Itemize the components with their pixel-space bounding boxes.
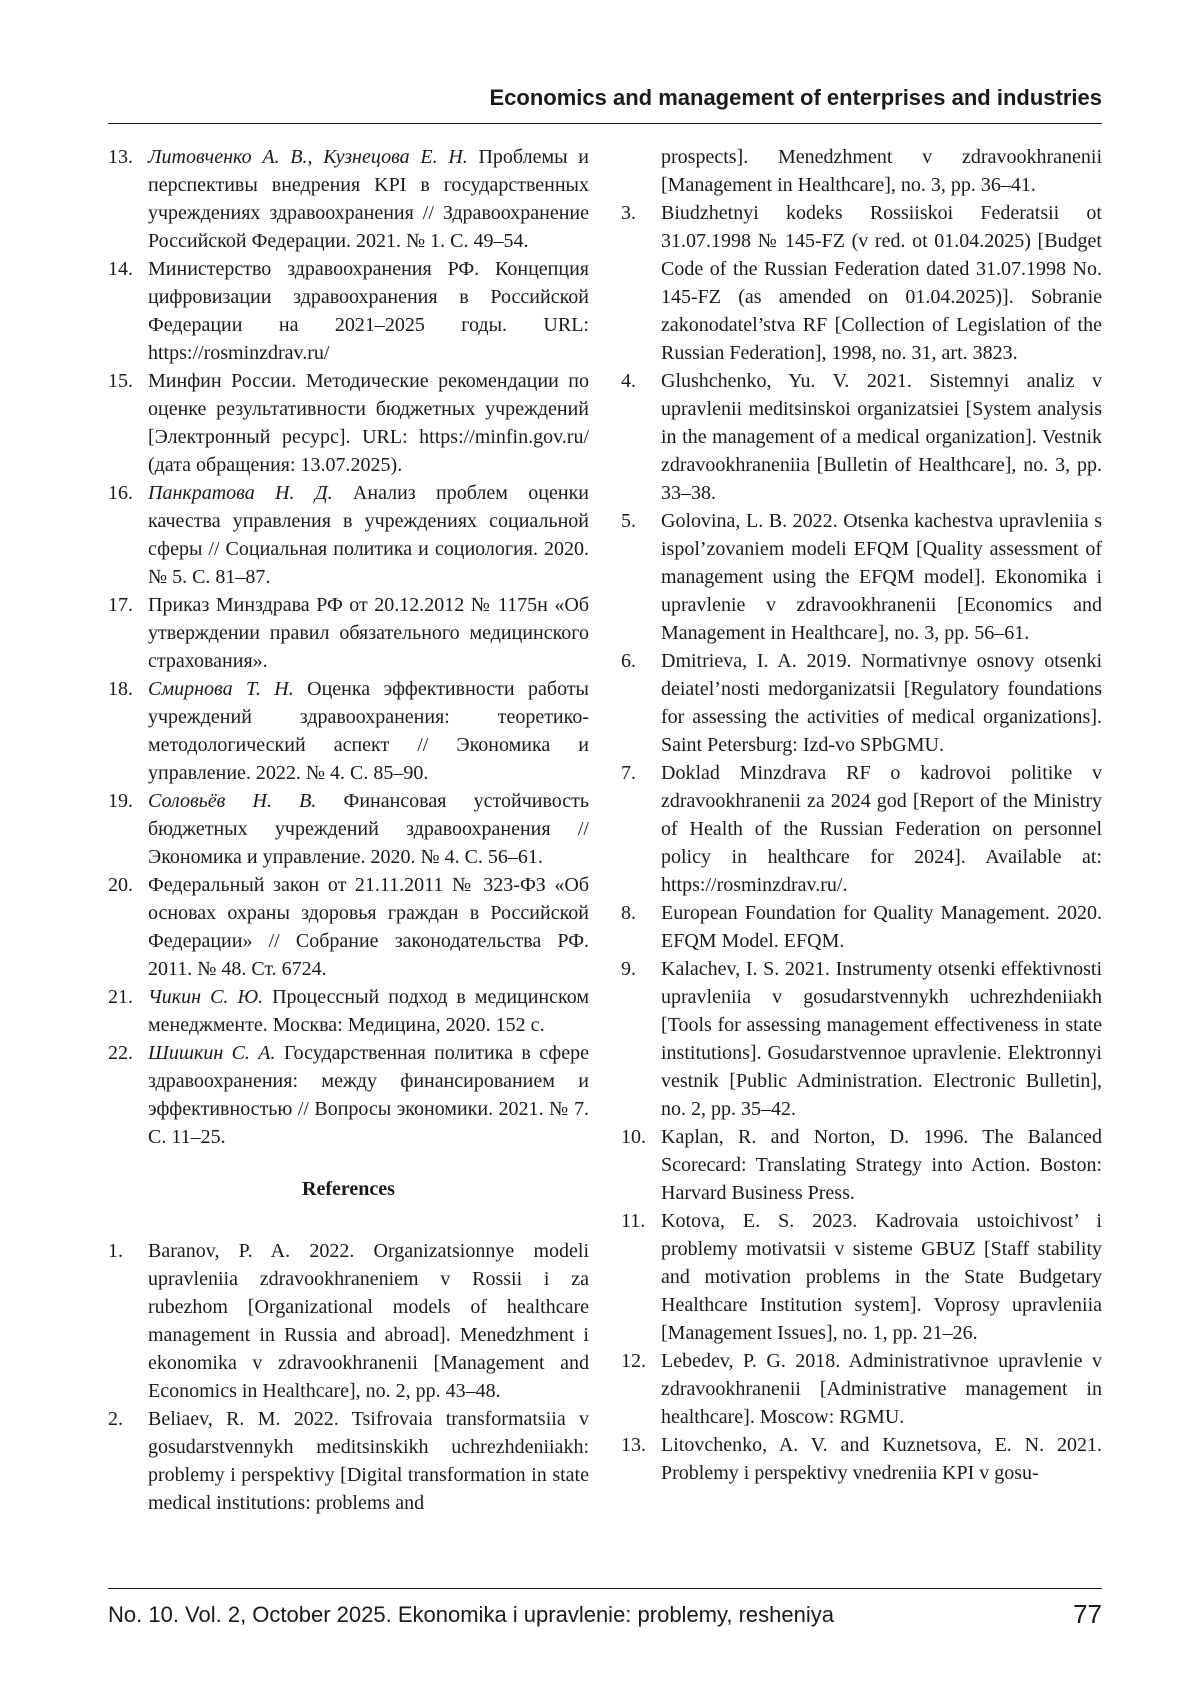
reference-number: 9. — [621, 958, 636, 980]
reference-body: Государственная политика в сфере здравоохранения: между финансированием и эффективностью // Вопросы экономики. 2021. № 7. С. 11–25. — [148, 1042, 589, 1148]
right-column — [621, 143, 1102, 1487]
reference-number: 4. — [621, 370, 636, 392]
reference-number: 10. — [621, 1126, 646, 1148]
reference-text — [148, 787, 589, 871]
reference-text: Beliaev, R. M. 2022. Tsifrovaia transformatsiia v gosudarstvennykh meditsinskikh uchrezhdeniiakh: problemy i perspektivy [Digital transformation in state medical institutions: problems and — [148, 1408, 589, 1514]
reference-number: 20. — [108, 874, 133, 896]
reference-body: Приказ Минздрава РФ от 20.12.2012 № 1175н «Об утверждении правил обязательного медицинского страхования». — [148, 594, 589, 672]
reference-text — [148, 871, 589, 983]
reference-text: Glushchenko, Yu. V. 2021. Sistemnyi analiz v upravlenii meditsinskoi organizatsiei [System analysis in the management of a medical organization]. Vestnik zdravookhraneniia [Bulletin of Healthcare], no. 3, pp. 33–38. — [661, 370, 1102, 504]
reference-text — [148, 479, 589, 591]
reference-author: Шишкин С. А. — [148, 1042, 276, 1064]
reference-item — [108, 367, 589, 479]
reference-number: 18. — [108, 678, 133, 700]
reference-number: 15. — [108, 370, 133, 392]
reference-text — [148, 255, 589, 367]
reference-text: Golovina, L. B. 2022. Otsenka kachestva upravleniia s ispol’zovaniem modeli EFQM [Quality assessment of management using the EFQM model]. Ekonomika i upravlenie v zdravookhranenii [Economics and Management in Healthcare], no. 3, pp. 56–61. — [661, 510, 1102, 644]
reference-item — [621, 507, 1102, 647]
reference-item — [108, 591, 589, 675]
reference-number: 19. — [108, 790, 133, 812]
reference-number: 14. — [108, 258, 133, 280]
reference-text — [148, 591, 589, 675]
reference-item — [108, 255, 589, 367]
reference-item — [108, 1039, 589, 1151]
reference-text: European Foundation for Quality Management. 2020. EFQM Model. EFQM. — [661, 902, 1102, 952]
reference-number: 5. — [621, 510, 636, 532]
reference-number: 22. — [108, 1042, 133, 1064]
reference-item — [621, 647, 1102, 759]
reference-item — [621, 759, 1102, 899]
reference-item — [108, 143, 589, 255]
reference-text — [148, 983, 589, 1039]
reference-number: 8. — [621, 902, 636, 924]
reference-text: Kaplan, R. and Norton, D. 1996. The Balanced Scorecard: Translating Strategy into Action. Boston: Harvard Business Press. — [661, 1126, 1102, 1204]
reference-number: 11. — [621, 1210, 646, 1232]
reference-item — [621, 899, 1102, 955]
reference-item — [108, 787, 589, 871]
reference-number: 1. — [108, 1240, 123, 1262]
reference-item — [621, 1347, 1102, 1431]
reference-item — [621, 955, 1102, 1123]
page-number: 77 — [1073, 1599, 1102, 1629]
reference-number: 16. — [108, 482, 133, 504]
reference-item — [108, 983, 589, 1039]
reference-text — [148, 367, 589, 479]
reference-continuation: prospects]. Menedzhment v zdravookhranenii [Management in Healthcare], no. 3, pp. 36–41. — [661, 146, 1102, 196]
reference-body: Министерство здравоохранения РФ. Концепция цифровизации здравоохранения в Российской Федерации на 2021–2025 годы. URL: https://rosminzdrav.ru/ — [148, 258, 589, 364]
reference-author: Панкратова Н. Д. — [148, 482, 333, 504]
reference-item — [621, 367, 1102, 507]
reference-item — [621, 1431, 1102, 1487]
reference-text: Baranov, P. A. 2022. Organizatsionnye modeli upravleniia zdravookhraneniem v Rossii i za rubezhom [Organizational models of healthcare management in Russia and abroad]. Menedzhment i ekonomika v zdravookhranenii [Management and Economics in Healthcare], no. 2, pp. 43–48. — [148, 1240, 589, 1402]
reference-text: Biudzhetnyi kodeks Rossiiskoi Federatsii ot 31.07.1998 № 145-FZ (v red. ot 01.04.2025) [Budget Code of the Russian Federation dated 31.07.1998 No. 145-FZ (as amended on 01.04.2025)]. Sobranie zakonodatel’stva RF [Collection of Legislation of the Russian Federation], 1998, no. 31, art. 3823. — [661, 202, 1102, 364]
reference-body: Анализ проблем оценки качества управления в учреждениях социальной сферы // Социальная политика и социология. 2020. № 5. С. 81–87. — [148, 482, 589, 588]
reference-number: 6. — [621, 650, 636, 672]
reference-item — [108, 1405, 589, 1517]
reference-number: 21. — [108, 986, 133, 1008]
reference-text: Dmitrieva, I. A. 2019. Normativnye osnovy otsenki deiatel’nosti medorganizatsii [Regulatory foundations for assessing the activities of medical organizations]. Saint Petersburg: Izd-vo SPbGMU. — [661, 650, 1102, 756]
left-column — [108, 143, 589, 1517]
footer-citation: No. 10. Vol. 2, October 2025. Ekonomika i upravlenie: problemy, resheniya — [108, 1602, 834, 1627]
reference-text: Lebedev, P. G. 2018. Administrativnoe upravlenie v zdravookhranenii [Administrative management in healthcare]. Moscow: RGMU. — [661, 1350, 1102, 1428]
reference-item — [108, 1237, 589, 1405]
reference-text — [148, 143, 589, 255]
reference-item — [621, 1207, 1102, 1347]
reference-number: 13. — [108, 146, 133, 168]
reference-text — [148, 675, 589, 787]
reference-author: Соловьёв Н. В. — [148, 790, 317, 812]
header-rule — [108, 123, 1102, 124]
reference-body: Проблемы и перспективы внедрения KPI в государственных учреждениях здравоохранения // Здравоохранение Российской Федерации. 2021. № 1. С. 49–54. — [148, 146, 589, 252]
reference-body: Финансовая устойчивость бюджетных учреждений здравоохранения // Экономика и управление. 2020. № 4. С. 56–61. — [148, 790, 589, 868]
reference-item — [108, 479, 589, 591]
reference-item — [621, 1123, 1102, 1207]
reference-number: 12. — [621, 1350, 646, 1372]
reference-item — [621, 199, 1102, 367]
section-title-references: References — [302, 1178, 395, 1200]
reference-body: Федеральный закон от 21.11.2011 № 323-ФЗ «Об основах охраны здоровья граждан в Российской Федерации» // Собрание законодательства РФ. 2011. № 48. Ст. 6724. — [148, 874, 589, 980]
reference-text: Kalachev, I. S. 2021. Instrumenty otsenki effektivnosti upravleniia v gosudarstvennykh uchrezhdeniiakh [Tools for assessing management effectiveness in state institutions]. Gosudarstvennoe upravlenie. Elektronnyi vestnik [Public Administration. Electronic Bulletin], no. 2, pp. 35–42. — [661, 958, 1102, 1120]
footer-rule — [108, 1588, 1102, 1589]
reference-body: Оценка эффективности работы учреждений здравоохранения: теоретико-методологический аспект // Экономика и управление. 2022. № 4. С. 85–90. — [148, 678, 589, 784]
reference-number: 17. — [108, 594, 133, 616]
reference-number: 3. — [621, 202, 636, 224]
reference-author: Литовченко А. В., Кузнецова Е. Н. — [148, 146, 468, 168]
reference-number: 13. — [621, 1434, 646, 1456]
reference-item — [108, 871, 589, 983]
reference-text: Doklad Minzdrava RF o kadrovoi politike v zdravookhranenii za 2024 god [Report of the Ministry of Health of the Russian Federation on personnel policy in healthcare for 2024]. Available at: https://rosminzdrav.ru/. — [661, 762, 1102, 896]
reference-number: 7. — [621, 762, 636, 784]
reference-author: Смирнова Т. Н. — [148, 678, 294, 700]
reference-number: 2. — [108, 1408, 123, 1430]
reference-text: Litovchenko, A. V. and Kuznetsova, E. N. 2021. Problemy i perspektivy vnedreniia KPI v gosu- — [661, 1434, 1102, 1484]
reference-text: Kotova, E. S. 2023. Kadrovaia ustoichivost’ i problemy motivatsii v sisteme GBUZ [Staff stability and motivation problems in the State Budgetary Healthcare Institution system]. Voprosy upravleniia [Management Issues], no. 1, pp. 21–26. — [661, 1210, 1102, 1344]
running-header: Economics and management of enterprises and industries — [489, 85, 1102, 110]
reference-body: Процессный подход в медицинском менеджменте. Москва: Медицина, 2020. 152 с. — [148, 986, 589, 1036]
reference-author: Чикин С. Ю. — [148, 986, 264, 1008]
reference-text — [148, 1039, 589, 1151]
reference-body: Минфин России. Методические рекомендации по оценке результативности бюджетных учреждений [Электронный ресурс]. URL: https://minfin.gov.ru/ (дата обращения: 13.07.2025). — [148, 370, 589, 476]
reference-item — [108, 675, 589, 787]
